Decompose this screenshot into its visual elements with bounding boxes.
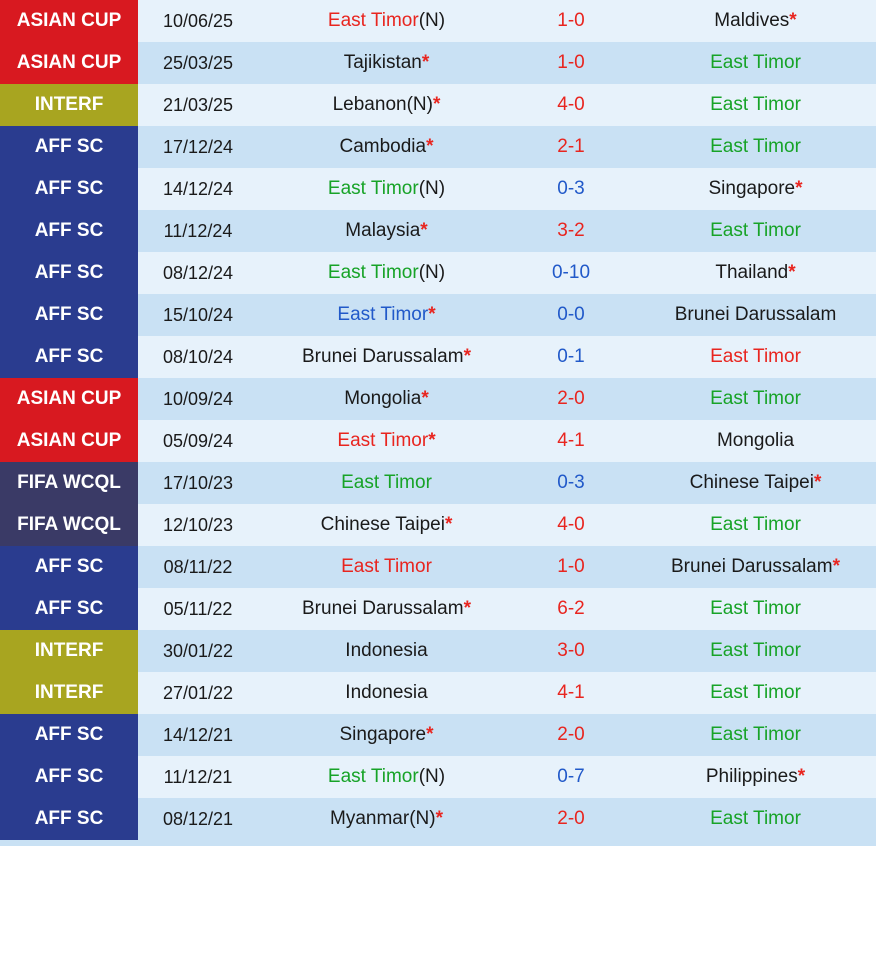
away-team-cell[interactable] <box>627 630 876 672</box>
home-team-cell[interactable] <box>258 168 515 210</box>
competition-badge: AFF SC <box>0 756 138 798</box>
away-team-name: Brunei Darussalam <box>671 556 833 577</box>
away-team-cell[interactable] <box>627 756 876 798</box>
match-score: 2-0 <box>557 724 585 745</box>
competition-badge: AFF SC <box>0 126 138 168</box>
away-winner-star-icon: * <box>813 472 822 493</box>
away-winner-star-icon: * <box>795 178 803 199</box>
home-team-name: East Timor <box>337 304 429 325</box>
away-winner-star-icon: * <box>797 766 806 787</box>
match-date: 10/09/24 <box>162 388 234 409</box>
match-date: 05/09/24 <box>162 430 234 451</box>
home-team-name: Indonesia <box>345 640 428 661</box>
competition-badge: ASIAN CUP <box>0 378 138 420</box>
match-score: 0-3 <box>557 472 585 493</box>
home-team-name: Singapore <box>339 724 427 745</box>
away-team-name: East Timor <box>710 724 801 745</box>
bottom-strip <box>0 840 876 846</box>
match-score: 4-1 <box>557 430 585 451</box>
table-row[interactable] <box>0 546 876 588</box>
home-team-name: Tajikistan <box>343 52 422 73</box>
match-date: 21/03/25 <box>162 94 234 115</box>
home-winner-star-icon: * <box>426 724 434 745</box>
competition-badge: AFF SC <box>0 588 138 630</box>
competition-badge: INTERF <box>0 84 138 126</box>
match-score: 2-1 <box>557 136 585 157</box>
home-neutral-venue-marker: (N) <box>418 262 446 283</box>
away-team-cell[interactable] <box>627 462 876 504</box>
home-team-cell[interactable] <box>258 420 515 462</box>
match-score: 6-2 <box>557 598 585 619</box>
match-score: 4-0 <box>557 94 585 115</box>
away-team-name: East Timor <box>710 514 801 535</box>
match-date: 25/03/25 <box>162 52 234 73</box>
away-team-cell[interactable] <box>627 168 876 210</box>
home-winner-star-icon: * <box>421 52 430 73</box>
away-team-name: East Timor <box>710 220 801 241</box>
competition-badge: AFF SC <box>0 336 138 378</box>
away-team-name: Brunei Darussalam <box>674 304 837 325</box>
table-row[interactable] <box>0 462 876 504</box>
away-winner-star-icon: * <box>832 556 840 577</box>
table-row[interactable] <box>0 0 876 42</box>
away-team-cell[interactable] <box>627 798 876 840</box>
home-team-cell[interactable] <box>258 756 515 798</box>
home-winner-star-icon: * <box>420 220 428 241</box>
match-score: 3-2 <box>557 220 585 241</box>
competition-badge: ASIAN CUP <box>0 0 138 42</box>
match-score: 3-0 <box>557 640 585 661</box>
match-score: 4-0 <box>557 514 585 535</box>
match-score: 0-3 <box>557 178 585 199</box>
table-row[interactable] <box>0 588 876 630</box>
match-date: 14/12/24 <box>162 178 234 199</box>
match-date: 27/01/22 <box>162 682 234 703</box>
home-team-cell[interactable] <box>258 210 515 252</box>
competition-badge: FIFA WCQL <box>0 504 138 546</box>
match-date: 30/01/22 <box>162 640 234 661</box>
home-winner-star-icon: * <box>444 514 453 535</box>
match-score: 4-1 <box>557 682 585 703</box>
home-winner-star-icon: * <box>426 136 434 157</box>
home-team-name: East Timor <box>327 178 419 199</box>
away-team-name: East Timor <box>710 346 801 367</box>
home-team-name: Mongolia <box>344 388 422 409</box>
away-team-name: East Timor <box>710 640 801 661</box>
home-team-cell[interactable] <box>258 672 515 714</box>
home-winner-star-icon: * <box>428 430 436 451</box>
away-team-cell[interactable] <box>627 336 876 378</box>
away-winner-star-icon: * <box>788 262 796 283</box>
away-winner-star-icon: * <box>789 10 797 31</box>
match-score: 2-0 <box>557 388 585 409</box>
away-team-name: East Timor <box>710 682 801 703</box>
home-team-cell[interactable] <box>258 42 515 84</box>
away-team-cell[interactable] <box>627 714 876 756</box>
table-row[interactable] <box>0 84 876 126</box>
home-team-cell[interactable] <box>258 630 515 672</box>
home-team-cell[interactable] <box>258 336 515 378</box>
home-team-name: East Timor <box>337 430 429 451</box>
table-row[interactable] <box>0 672 876 714</box>
away-team-name: Chinese Taipei <box>689 472 814 493</box>
match-date: 15/10/24 <box>162 304 234 325</box>
home-team-cell[interactable] <box>258 798 515 840</box>
match-score: 0-0 <box>557 304 585 325</box>
home-team-name: Brunei Darussalam <box>302 346 464 367</box>
home-winner-star-icon: * <box>421 388 429 409</box>
home-team-name: Indonesia <box>345 682 428 703</box>
competition-badge: AFF SC <box>0 252 138 294</box>
away-team-name: East Timor <box>710 808 801 829</box>
home-winner-star-icon: * <box>432 94 441 115</box>
home-neutral-venue-marker: (N) <box>418 178 446 199</box>
table-row[interactable] <box>0 210 876 252</box>
away-team-name: East Timor <box>710 136 801 157</box>
away-team-cell[interactable] <box>627 252 876 294</box>
away-team-name: East Timor <box>710 598 801 619</box>
away-team-cell[interactable] <box>627 672 876 714</box>
match-date: 08/10/24 <box>162 346 234 367</box>
match-date: 08/12/21 <box>162 808 234 829</box>
away-team-name: Singapore <box>708 178 796 199</box>
home-neutral-venue-marker: (N) <box>418 766 446 787</box>
competition-badge: AFF SC <box>0 798 138 840</box>
table-row[interactable] <box>0 126 876 168</box>
away-team-name: Thailand <box>715 262 789 283</box>
home-winner-star-icon: * <box>463 598 471 619</box>
away-team-cell[interactable] <box>627 378 876 420</box>
home-team-cell[interactable] <box>258 294 515 336</box>
home-team-name: East Timor <box>341 472 432 493</box>
match-date: 12/10/23 <box>162 514 234 535</box>
table-row[interactable] <box>0 504 876 546</box>
home-team-cell[interactable] <box>258 588 515 630</box>
home-team-name: Chinese Taipei <box>320 514 445 535</box>
table-row[interactable] <box>0 168 876 210</box>
home-winner-star-icon: * <box>428 304 436 325</box>
home-team-cell[interactable] <box>258 252 515 294</box>
match-date: 08/11/22 <box>163 556 233 577</box>
home-team-name: Lebanon <box>332 94 407 115</box>
table-row[interactable] <box>0 420 876 462</box>
home-team-name: Malaysia <box>345 220 421 241</box>
home-team-cell[interactable] <box>258 0 515 42</box>
competition-badge: INTERF <box>0 630 138 672</box>
competition-badge: ASIAN CUP <box>0 42 138 84</box>
home-team-name: East Timor <box>341 556 432 577</box>
competition-badge: AFF SC <box>0 168 138 210</box>
home-team-name: East Timor <box>327 262 419 283</box>
away-team-cell[interactable] <box>627 294 876 336</box>
match-date: 14/12/21 <box>162 724 234 745</box>
away-team-name: East Timor <box>710 94 801 115</box>
away-team-cell[interactable] <box>627 0 876 42</box>
away-team-cell[interactable] <box>627 546 876 588</box>
away-team-cell[interactable] <box>627 210 876 252</box>
table-row[interactable] <box>0 294 876 336</box>
home-neutral-venue-marker: (N) <box>406 94 433 115</box>
table-row[interactable] <box>0 714 876 756</box>
match-score: 1-0 <box>557 10 585 31</box>
table-row[interactable] <box>0 42 876 84</box>
match-score: 1-0 <box>557 556 585 577</box>
home-team-name: East Timor <box>327 10 419 31</box>
competition-badge: AFF SC <box>0 294 138 336</box>
match-date: 17/12/24 <box>162 136 234 157</box>
competition-badge: FIFA WCQL <box>0 462 138 504</box>
away-team-cell[interactable] <box>627 126 876 168</box>
table-row[interactable] <box>0 378 876 420</box>
match-score: 0-1 <box>557 346 585 367</box>
away-team-name: East Timor <box>710 52 801 73</box>
home-neutral-venue-marker: (N) <box>418 10 446 31</box>
match-date: 10/06/25 <box>162 10 234 31</box>
away-team-name: Maldives <box>714 10 790 31</box>
match-date: 05/11/22 <box>163 598 233 619</box>
match-score: 2-0 <box>557 808 585 829</box>
match-date: 11/12/21 <box>163 766 233 787</box>
competition-badge: AFF SC <box>0 714 138 756</box>
match-score: 0-10 <box>551 262 591 283</box>
home-team-cell[interactable] <box>258 126 515 168</box>
home-team-name: East Timor <box>327 766 419 787</box>
competition-badge: AFF SC <box>0 210 138 252</box>
home-team-name: Cambodia <box>339 136 427 157</box>
away-team-cell[interactable] <box>627 420 876 462</box>
match-score: 0-7 <box>557 766 585 787</box>
home-winner-star-icon: * <box>463 346 471 367</box>
home-team-cell[interactable] <box>258 546 515 588</box>
home-neutral-venue-marker: (N) <box>409 808 436 829</box>
home-team-name: Brunei Darussalam <box>302 598 464 619</box>
table-row[interactable] <box>0 630 876 672</box>
competition-badge: ASIAN CUP <box>0 420 138 462</box>
table-row[interactable] <box>0 336 876 378</box>
home-team-cell[interactable] <box>258 714 515 756</box>
competition-badge: AFF SC <box>0 546 138 588</box>
home-team-cell[interactable] <box>258 462 515 504</box>
away-team-cell[interactable] <box>627 84 876 126</box>
away-team-cell[interactable] <box>627 504 876 546</box>
competition-badge: INTERF <box>0 672 138 714</box>
match-date: 11/12/24 <box>163 220 233 241</box>
table-row[interactable] <box>0 252 876 294</box>
table-row[interactable] <box>0 798 876 840</box>
table-row[interactable] <box>0 756 876 798</box>
away-team-cell[interactable] <box>627 42 876 84</box>
home-team-cell[interactable] <box>258 84 515 126</box>
away-team-name: Mongolia <box>716 430 795 451</box>
away-team-name: East Timor <box>710 388 801 409</box>
match-date: 08/12/24 <box>162 262 234 283</box>
away-team-name: Philippines <box>705 766 798 787</box>
away-team-cell[interactable] <box>627 588 876 630</box>
home-team-cell[interactable] <box>258 504 515 546</box>
match-date: 17/10/23 <box>162 472 234 493</box>
match-score: 1-0 <box>557 52 585 73</box>
home-team-name: Myanmar <box>330 808 410 829</box>
home-team-cell[interactable] <box>258 378 515 420</box>
home-winner-star-icon: * <box>435 808 443 829</box>
